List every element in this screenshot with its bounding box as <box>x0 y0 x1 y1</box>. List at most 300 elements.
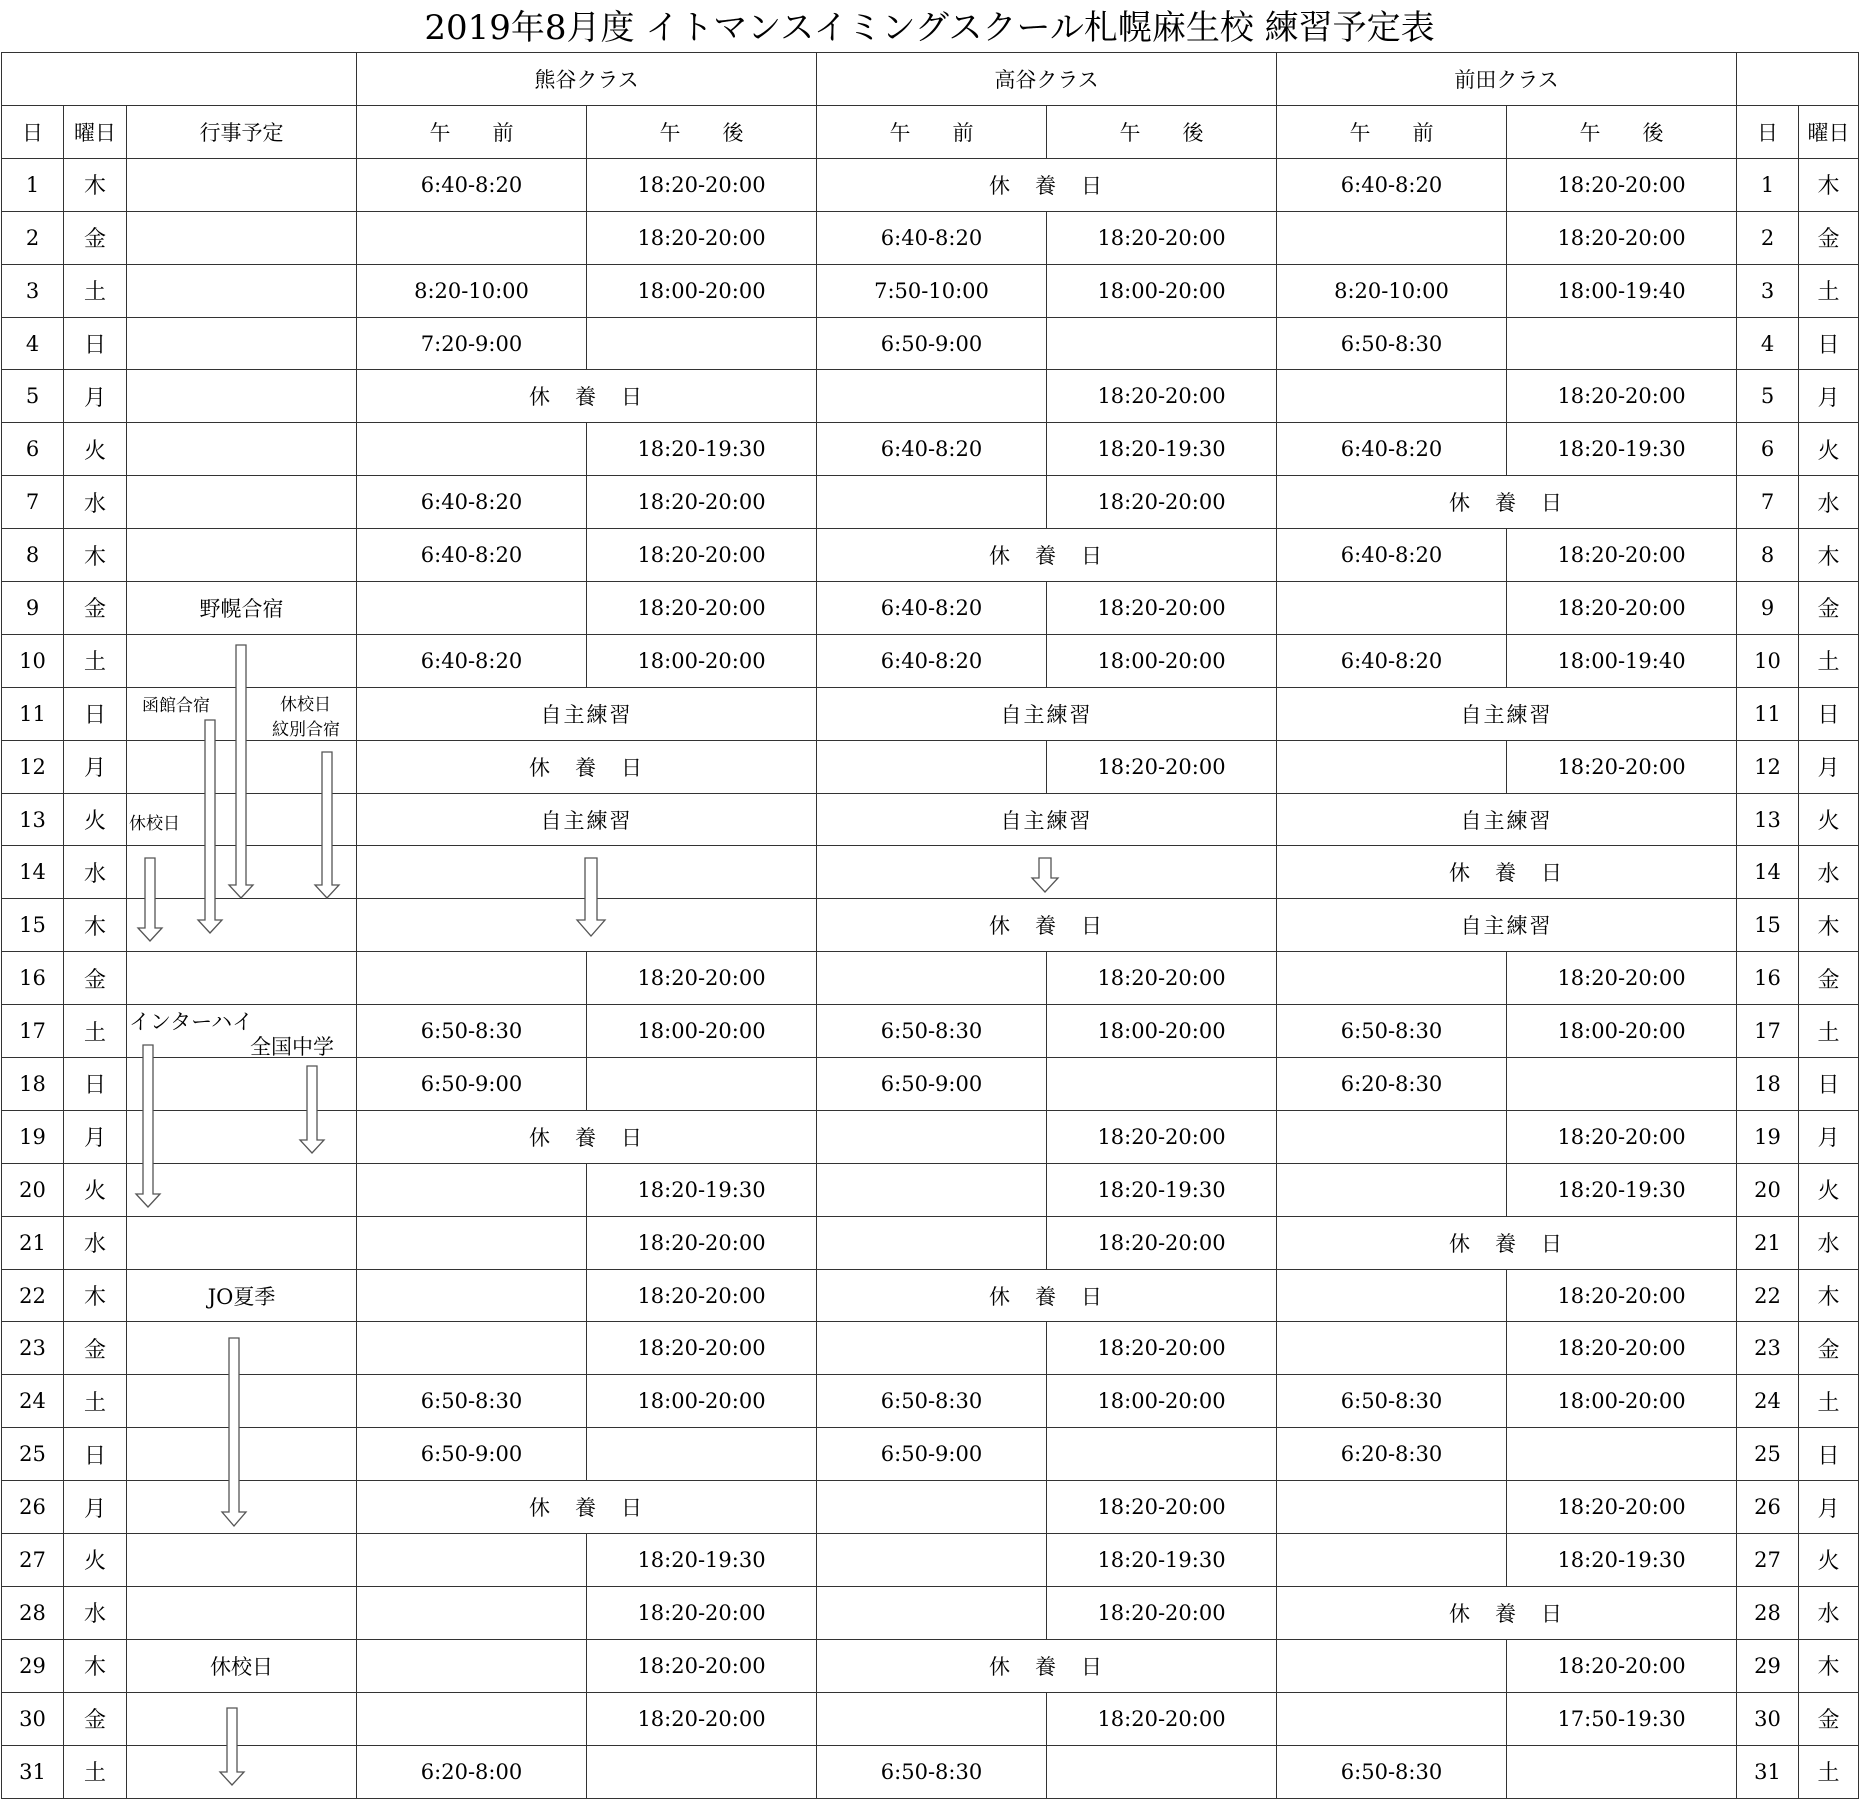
maeda-pm-cell <box>1507 1058 1737 1111</box>
takaya-merged-cell: 休 養 日 <box>817 158 1277 211</box>
table-row <box>2 211 1859 264</box>
weekday-cell: 金 <box>64 952 127 1005</box>
kumagai-am-cell <box>357 1586 587 1639</box>
day-cell-right: 11 <box>1737 687 1799 740</box>
page-title: 2019年8月度 イトマンスイミングスクール札幌麻生校 練習予定表 <box>424 8 1435 48</box>
maeda-am-cell: 8:20-10:00 <box>1277 264 1507 317</box>
maeda-pm-cell: 18:20-20:00 <box>1507 1481 1737 1534</box>
table-row <box>2 264 1859 317</box>
event-cell <box>127 1745 357 1798</box>
takaya-am-cell: 6:40-8:20 <box>817 423 1047 476</box>
maeda-pm-cell: 18:20-20:00 <box>1507 529 1737 582</box>
weekday-cell: 月 <box>64 1481 127 1534</box>
weekday-cell-right: 火 <box>1799 1163 1859 1216</box>
day-cell: 3 <box>2 264 64 317</box>
event-cell <box>127 158 357 211</box>
takaya-pm-cell: 18:20-20:00 <box>1047 740 1277 793</box>
table-row <box>2 899 1859 952</box>
maeda-pm-cell: 18:20-20:00 <box>1507 158 1737 211</box>
maeda-pm-cell: 18:00-19:40 <box>1507 264 1737 317</box>
kumagai-am-cell: 6:40-8:20 <box>357 158 587 211</box>
maeda-merged-cell: 自主練習 <box>1277 793 1737 846</box>
weekday-cell-right: 土 <box>1799 634 1859 687</box>
event-cell <box>127 1322 357 1375</box>
class-header-kumagai: 熊谷クラス <box>357 53 817 106</box>
day-cell-right: 31 <box>1737 1745 1799 1798</box>
maeda-merged-cell: 休 養 日 <box>1277 1216 1737 1269</box>
maeda-pm-cell: 18:20-20:00 <box>1507 1269 1737 1322</box>
takaya-am-cell <box>817 1163 1047 1216</box>
kumagai-pm-cell: 18:20-19:30 <box>587 1534 817 1587</box>
event-cell <box>127 529 357 582</box>
weekday-cell: 土 <box>64 264 127 317</box>
weekday-cell-right: 日 <box>1799 687 1859 740</box>
table-row <box>2 793 1859 846</box>
weekday-cell: 月 <box>64 1110 127 1163</box>
takaya-pm-cell: 18:20-20:00 <box>1047 476 1277 529</box>
kumagai-am-cell <box>357 1322 587 1375</box>
kumagai-am-cell: 6:40-8:20 <box>357 529 587 582</box>
day-cell-right: 13 <box>1737 793 1799 846</box>
weekday-cell-right: 金 <box>1799 582 1859 635</box>
kumagai-pm-cell: 18:00-20:00 <box>587 1005 817 1058</box>
day-cell-right: 17 <box>1737 1005 1799 1058</box>
takaya-merged-cell: 休 養 日 <box>817 899 1277 952</box>
column-header-row <box>2 106 1859 159</box>
kumagai-pm-cell <box>587 317 817 370</box>
kumagai-am-cell <box>357 1269 587 1322</box>
event-cell <box>127 1005 357 1058</box>
takaya-am-cell: 7:50-10:00 <box>817 264 1047 317</box>
takaya-pm-cell: 18:20-20:00 <box>1047 1322 1277 1375</box>
day-cell: 17 <box>2 1005 64 1058</box>
table-row <box>2 687 1859 740</box>
kumagai-am-cell <box>357 1216 587 1269</box>
col-header-day: 日 <box>2 106 64 159</box>
day-cell-right: 24 <box>1737 1375 1799 1428</box>
day-cell: 18 <box>2 1058 64 1111</box>
event-cell <box>127 1110 357 1163</box>
takaya-am-cell: 6:40-8:20 <box>817 211 1047 264</box>
day-cell-right: 23 <box>1737 1322 1799 1375</box>
day-cell: 23 <box>2 1322 64 1375</box>
day-cell: 26 <box>2 1481 64 1534</box>
annotation-monbetsu: 紋別合宿 <box>272 720 340 740</box>
kumagai-am-cell: 6:50-9:00 <box>357 1428 587 1481</box>
maeda-pm-cell <box>1507 1745 1737 1798</box>
maeda-am-cell <box>1277 952 1507 1005</box>
table-row <box>2 1110 1859 1163</box>
weekday-cell-right: 水 <box>1799 1586 1859 1639</box>
event-cell <box>127 317 357 370</box>
col-header-day-right: 日 <box>1737 106 1799 159</box>
day-cell: 20 <box>2 1163 64 1216</box>
weekday-cell: 木 <box>64 1639 127 1692</box>
kumagai-am-cell <box>357 1639 587 1692</box>
weekday-cell: 水 <box>64 846 127 899</box>
kumagai-merged-cell: 休 養 日 <box>357 740 817 793</box>
table-row <box>2 1692 1859 1745</box>
col-header-kumagai-am: 午 前 <box>357 106 587 159</box>
table-row <box>2 1163 1859 1216</box>
kumagai-am-cell <box>357 211 587 264</box>
weekday-cell: 火 <box>64 423 127 476</box>
weekday-cell-right: 月 <box>1799 370 1859 423</box>
takaya-am-cell: 6:40-8:20 <box>817 634 1047 687</box>
class-header-maeda: 前田クラス <box>1277 53 1737 106</box>
day-cell: 12 <box>2 740 64 793</box>
day-cell-right: 22 <box>1737 1269 1799 1322</box>
kumagai-pm-cell: 18:20-20:00 <box>587 1216 817 1269</box>
weekday-cell: 木 <box>64 158 127 211</box>
table-row <box>2 1481 1859 1534</box>
maeda-am-cell <box>1277 1322 1507 1375</box>
day-cell-right: 9 <box>1737 582 1799 635</box>
table-row <box>2 423 1859 476</box>
table-row <box>2 1058 1859 1111</box>
day-cell-right: 6 <box>1737 423 1799 476</box>
weekday-cell: 月 <box>64 740 127 793</box>
maeda-merged-cell: 休 養 日 <box>1277 846 1737 899</box>
weekday-cell-right: 木 <box>1799 158 1859 211</box>
takaya-pm-cell: 18:20-19:30 <box>1047 1163 1277 1216</box>
takaya-am-cell: 6:50-8:30 <box>817 1375 1047 1428</box>
weekday-cell: 金 <box>64 582 127 635</box>
day-cell-right: 3 <box>1737 264 1799 317</box>
day-cell: 13 <box>2 793 64 846</box>
table-row <box>2 1375 1859 1428</box>
day-cell-right: 19 <box>1737 1110 1799 1163</box>
weekday-cell-right: 水 <box>1799 1216 1859 1269</box>
weekday-cell: 火 <box>64 793 127 846</box>
col-header-takaya-pm: 午 後 <box>1047 106 1277 159</box>
header-blank-right <box>1737 53 1859 106</box>
maeda-am-cell <box>1277 1481 1507 1534</box>
table-row <box>2 634 1859 687</box>
table-row <box>2 529 1859 582</box>
day-cell-right: 16 <box>1737 952 1799 1005</box>
maeda-am-cell: 6:40-8:20 <box>1277 529 1507 582</box>
weekday-cell: 金 <box>64 211 127 264</box>
day-cell: 16 <box>2 952 64 1005</box>
takaya-pm-cell: 18:20-20:00 <box>1047 1481 1277 1534</box>
event-cell <box>127 1058 357 1111</box>
day-cell-right: 20 <box>1737 1163 1799 1216</box>
takaya-pm-cell: 18:00-20:00 <box>1047 634 1277 687</box>
event-cell <box>127 423 357 476</box>
table-row <box>2 1745 1859 1798</box>
table-row <box>2 317 1859 370</box>
maeda-am-cell <box>1277 582 1507 635</box>
maeda-pm-cell: 18:20-20:00 <box>1507 1110 1737 1163</box>
takaya-pm-cell: 18:00-20:00 <box>1047 1005 1277 1058</box>
table-row <box>2 846 1859 899</box>
takaya-merged-cell: 休 養 日 <box>817 1269 1277 1322</box>
kumagai-am-cell: 6:20-8:00 <box>357 1745 587 1798</box>
table-row <box>2 476 1859 529</box>
takaya-pm-cell: 18:00-20:00 <box>1047 264 1277 317</box>
day-cell-right: 27 <box>1737 1534 1799 1587</box>
day-cell: 9 <box>2 582 64 635</box>
event-cell <box>127 952 357 1005</box>
event-cell: JO夏季 <box>127 1269 357 1322</box>
weekday-cell: 水 <box>64 1586 127 1639</box>
annotation-interhigh: インターハイ <box>129 1010 254 1034</box>
maeda-am-cell: 6:50-8:30 <box>1277 1005 1507 1058</box>
day-cell-right: 14 <box>1737 846 1799 899</box>
day-cell: 1 <box>2 158 64 211</box>
maeda-pm-cell: 18:20-20:00 <box>1507 582 1737 635</box>
takaya-pm-cell: 18:20-20:00 <box>1047 370 1277 423</box>
maeda-am-cell: 6:20-8:30 <box>1277 1428 1507 1481</box>
weekday-cell: 木 <box>64 529 127 582</box>
kumagai-pm-cell: 18:20-20:00 <box>587 952 817 1005</box>
day-cell: 27 <box>2 1534 64 1587</box>
weekday-cell-right: 月 <box>1799 740 1859 793</box>
kumagai-merged-cell: 休 養 日 <box>357 1481 817 1534</box>
kumagai-pm-cell: 18:20-20:00 <box>587 476 817 529</box>
takaya-pm-cell: 18:20-20:00 <box>1047 1110 1277 1163</box>
kumagai-pm-cell: 18:20-19:30 <box>587 423 817 476</box>
kumagai-am-cell: 6:40-8:20 <box>357 634 587 687</box>
kumagai-pm-cell: 18:00-20:00 <box>587 1375 817 1428</box>
kumagai-pm-cell: 18:20-19:30 <box>587 1163 817 1216</box>
takaya-pm-cell <box>1047 1745 1277 1798</box>
day-cell: 7 <box>2 476 64 529</box>
event-cell <box>127 370 357 423</box>
weekday-cell-right: 月 <box>1799 1110 1859 1163</box>
day-cell: 10 <box>2 634 64 687</box>
takaya-pm-cell: 18:20-19:30 <box>1047 1534 1277 1587</box>
kumagai-pm-cell: 18:20-20:00 <box>587 158 817 211</box>
weekday-cell-right: 日 <box>1799 317 1859 370</box>
table-row <box>2 370 1859 423</box>
event-cell <box>127 1481 357 1534</box>
day-cell: 19 <box>2 1110 64 1163</box>
maeda-pm-cell: 18:00-20:00 <box>1507 1005 1737 1058</box>
kumagai-pm-cell <box>587 1058 817 1111</box>
day-cell: 28 <box>2 1586 64 1639</box>
takaya-am-cell <box>817 1534 1047 1587</box>
col-header-weekday: 曜日 <box>64 106 127 159</box>
kumagai-merged-cell: 自主練習 <box>357 793 817 846</box>
table-row <box>2 1428 1859 1481</box>
day-cell: 11 <box>2 687 64 740</box>
weekday-cell-right: 土 <box>1799 1745 1859 1798</box>
kumagai-pm-cell: 18:20-20:00 <box>587 1269 817 1322</box>
day-cell: 25 <box>2 1428 64 1481</box>
weekday-cell-right: 日 <box>1799 1428 1859 1481</box>
maeda-am-cell <box>1277 1692 1507 1745</box>
col-header-maeda-am: 午 前 <box>1277 106 1507 159</box>
event-cell <box>127 1163 357 1216</box>
takaya-pm-cell: 18:20-20:00 <box>1047 1216 1277 1269</box>
takaya-am-cell <box>817 740 1047 793</box>
takaya-am-cell <box>817 1692 1047 1745</box>
maeda-am-cell <box>1277 211 1507 264</box>
col-header-events: 行事予定 <box>127 106 357 159</box>
weekday-cell: 木 <box>64 1269 127 1322</box>
kumagai-pm-cell: 18:20-20:00 <box>587 1322 817 1375</box>
event-cell <box>127 687 357 740</box>
takaya-pm-cell: 18:20-20:00 <box>1047 952 1277 1005</box>
takaya-pm-cell <box>1047 1428 1277 1481</box>
kumagai-am-cell: 6:50-9:00 <box>357 1058 587 1111</box>
col-header-kumagai-pm: 午 後 <box>587 106 817 159</box>
table-row <box>2 740 1859 793</box>
event-cell <box>127 1692 357 1745</box>
takaya-am-cell <box>817 1322 1047 1375</box>
maeda-am-cell <box>1277 1110 1507 1163</box>
weekday-cell: 土 <box>64 1005 127 1058</box>
maeda-am-cell: 6:40-8:20 <box>1277 634 1507 687</box>
takaya-am-cell: 6:50-8:30 <box>817 1745 1047 1798</box>
day-cell: 6 <box>2 423 64 476</box>
weekday-cell-right: 土 <box>1799 1375 1859 1428</box>
event-cell <box>127 793 357 846</box>
class-header-row <box>2 53 1859 106</box>
maeda-pm-cell <box>1507 1428 1737 1481</box>
maeda-am-cell <box>1277 1269 1507 1322</box>
weekday-cell-right: 木 <box>1799 1269 1859 1322</box>
event-cell <box>127 1216 357 1269</box>
day-cell-right: 28 <box>1737 1586 1799 1639</box>
annotation-kyuko-13: 休校日 <box>129 814 180 834</box>
table-row <box>2 1005 1859 1058</box>
maeda-pm-cell: 18:20-19:30 <box>1507 1163 1737 1216</box>
weekday-cell-right: 木 <box>1799 529 1859 582</box>
weekday-cell-right: 火 <box>1799 423 1859 476</box>
maeda-pm-cell: 18:20-19:30 <box>1507 423 1737 476</box>
kumagai-am-cell <box>357 1534 587 1587</box>
col-header-weekday-right: 曜日 <box>1799 106 1859 159</box>
weekday-cell: 日 <box>64 1058 127 1111</box>
kumagai-merged-cell: 休 養 日 <box>357 370 817 423</box>
day-cell-right: 4 <box>1737 317 1799 370</box>
day-cell-right: 21 <box>1737 1216 1799 1269</box>
maeda-pm-cell: 18:20-20:00 <box>1507 370 1737 423</box>
annotation-zenkoku: 全国中学 <box>250 1035 334 1059</box>
weekday-cell-right: 金 <box>1799 1322 1859 1375</box>
maeda-pm-cell: 18:20-20:00 <box>1507 211 1737 264</box>
takaya-merged-cell: 休 養 日 <box>817 1639 1277 1692</box>
weekday-cell-right: 木 <box>1799 1639 1859 1692</box>
day-cell-right: 25 <box>1737 1428 1799 1481</box>
day-cell-right: 15 <box>1737 899 1799 952</box>
maeda-merged-cell: 休 養 日 <box>1277 476 1737 529</box>
weekday-cell-right: 火 <box>1799 1534 1859 1587</box>
weekday-cell-right: 土 <box>1799 264 1859 317</box>
takaya-pm-cell <box>1047 1058 1277 1111</box>
weekday-cell-right: 月 <box>1799 1481 1859 1534</box>
kumagai-pm-cell: 18:20-20:00 <box>587 529 817 582</box>
maeda-merged-cell: 休 養 日 <box>1277 1586 1737 1639</box>
takaya-merged-cell: 自主練習 <box>817 687 1277 740</box>
day-cell: 8 <box>2 529 64 582</box>
kumagai-pm-cell: 18:20-20:00 <box>587 1586 817 1639</box>
takaya-am-cell <box>817 1481 1047 1534</box>
day-cell-right: 5 <box>1737 370 1799 423</box>
weekday-cell: 土 <box>64 634 127 687</box>
day-cell-right: 26 <box>1737 1481 1799 1534</box>
maeda-am-cell: 6:20-8:30 <box>1277 1058 1507 1111</box>
weekday-cell: 水 <box>64 476 127 529</box>
weekday-cell: 金 <box>64 1322 127 1375</box>
event-cell <box>127 1375 357 1428</box>
maeda-pm-cell: 18:00-19:40 <box>1507 634 1737 687</box>
weekday-cell-right: 火 <box>1799 793 1859 846</box>
kumagai-am-cell: 8:20-10:00 <box>357 264 587 317</box>
day-cell-right: 2 <box>1737 211 1799 264</box>
day-cell: 29 <box>2 1639 64 1692</box>
weekday-cell: 土 <box>64 1745 127 1798</box>
day-cell: 5 <box>2 370 64 423</box>
weekday-cell: 日 <box>64 687 127 740</box>
takaya-pm-cell: 18:20-20:00 <box>1047 1586 1277 1639</box>
kumagai-am-cell: 6:40-8:20 <box>357 476 587 529</box>
weekday-cell: 木 <box>64 899 127 952</box>
day-cell: 30 <box>2 1692 64 1745</box>
schedule-table <box>1 52 1859 1799</box>
table-row <box>2 582 1859 635</box>
takaya-pm-cell: 18:20-20:00 <box>1047 1692 1277 1745</box>
kumagai-am-cell: 6:50-8:30 <box>357 1375 587 1428</box>
maeda-pm-cell: 18:20-20:00 <box>1507 740 1737 793</box>
takaya-merged-cell <box>817 846 1277 899</box>
kumagai-am-cell <box>357 1692 587 1745</box>
day-cell-right: 29 <box>1737 1639 1799 1692</box>
kumagai-merged-cell: 休 養 日 <box>357 1110 817 1163</box>
kumagai-pm-cell: 18:20-20:00 <box>587 582 817 635</box>
weekday-cell-right: 金 <box>1799 211 1859 264</box>
maeda-pm-cell: 18:20-20:00 <box>1507 1639 1737 1692</box>
col-header-takaya-am: 午 前 <box>817 106 1047 159</box>
takaya-am-cell: 6:40-8:20 <box>817 582 1047 635</box>
maeda-am-cell: 6:40-8:20 <box>1277 423 1507 476</box>
takaya-am-cell <box>817 370 1047 423</box>
event-cell <box>127 476 357 529</box>
day-cell-right: 10 <box>1737 634 1799 687</box>
kumagai-am-cell: 7:20-9:00 <box>357 317 587 370</box>
takaya-am-cell <box>817 1216 1047 1269</box>
takaya-merged-cell: 自主練習 <box>817 793 1277 846</box>
day-cell: 2 <box>2 211 64 264</box>
day-cell-right: 30 <box>1737 1692 1799 1745</box>
weekday-cell: 日 <box>64 317 127 370</box>
day-cell: 15 <box>2 899 64 952</box>
takaya-am-cell <box>817 1110 1047 1163</box>
header-blank-left <box>2 53 357 106</box>
takaya-merged-cell: 休 養 日 <box>817 529 1277 582</box>
takaya-am-cell: 6:50-8:30 <box>817 1005 1047 1058</box>
weekday-cell: 火 <box>64 1163 127 1216</box>
maeda-pm-cell <box>1507 317 1737 370</box>
weekday-cell-right: 日 <box>1799 1058 1859 1111</box>
event-cell <box>127 740 357 793</box>
kumagai-pm-cell: 18:00-20:00 <box>587 634 817 687</box>
day-cell: 24 <box>2 1375 64 1428</box>
table-row <box>2 1322 1859 1375</box>
kumagai-merged-cell <box>357 899 817 952</box>
maeda-am-cell <box>1277 740 1507 793</box>
weekday-cell: 金 <box>64 1692 127 1745</box>
day-cell: 22 <box>2 1269 64 1322</box>
event-cell: 野幌合宿 <box>127 582 357 635</box>
takaya-am-cell <box>817 1586 1047 1639</box>
takaya-pm-cell: 18:20-20:00 <box>1047 582 1277 635</box>
annotation-kyuko-monbetsu: 休校日 <box>280 695 331 715</box>
table-row <box>2 1586 1859 1639</box>
